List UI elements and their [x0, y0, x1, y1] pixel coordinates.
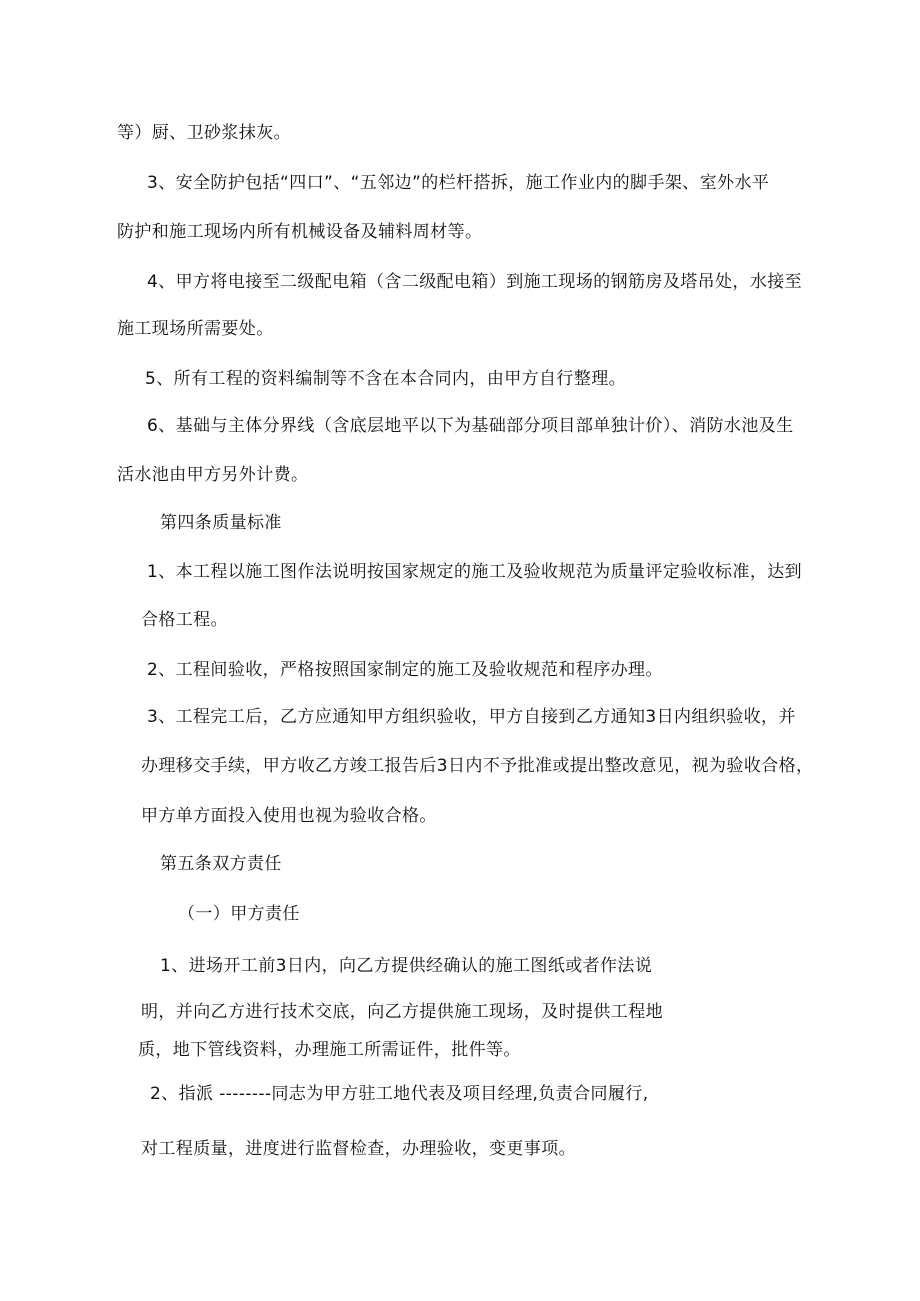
text-line-3: 防护和施工现场内所有机械设备及辅料周材等。 [117, 222, 483, 242]
text-line-19: 明，并向乙方进行技术交底，向乙方提供施工现场，及时提供工程地 [141, 1002, 663, 1022]
text-line-5: 施工现场所需要处。 [117, 319, 274, 339]
text-line-11: 合格工程。 [141, 610, 228, 630]
text-line-4: 4、甲方将电接至二级配电箱（含二级配电箱）到施工现场的钢筋房及塔吊处，水接至 [147, 272, 803, 292]
section-heading-responsibilities: 第五条双方责任 [160, 854, 282, 874]
text-line-18: 1、进场开工前3日内，向乙方提供经确认的施工图纸或者作法说 [160, 956, 653, 976]
text-line-12: 2、工程间验收，严格按照国家制定的施工及验收规范和程序办理。 [147, 660, 663, 680]
text-line-13: 3、工程完工后，乙方应通知甲方组织验收，甲方自接到乙方通知3日内组织验收，并 [147, 707, 796, 727]
text-line-7: 6、基础与主体分界线（含底层地平以下为基础部分项目部单独计价）、消防水池及生 [147, 416, 794, 436]
text-line-2: 3、安全防护包括“四口”、“五邻边”的栏杆搭拆，施工作业内的脚手架、室外水平 [147, 173, 770, 193]
text-line-15: 甲方单方面投入使用也视为验收合格。 [141, 806, 437, 826]
text-line-1: 等）厨、卫砂浆抹灰。 [117, 123, 291, 143]
subsection-heading-party-a: （一）甲方责任 [178, 904, 300, 924]
text-line-14: 办理移交手续，甲方收乙方竣工报告后3日内不予批准或提出整改意见，视为验收合格， [141, 756, 814, 776]
text-line-10: 1、本工程以施工图作法说明按国家规定的施工及验收规范为质量评定验收标准，达到 [147, 562, 803, 582]
section-heading-quality: 第四条质量标准 [160, 513, 282, 533]
text-line-21: 2、指派 --------同志为甲方驻工地代表及项目经理,负责合同履行, [150, 1084, 649, 1104]
text-line-20: 质，地下管线资料，办理施工所需证件，批件等。 [138, 1040, 521, 1060]
text-line-22: 对工程质量，进度进行监督检查，办理验收，变更事项。 [141, 1139, 576, 1159]
text-line-6: 5、所有工程的资料编制等不含在本合同内，由甲方自行整理。 [145, 369, 627, 389]
text-line-8: 活水池由甲方另外计费。 [117, 465, 309, 485]
